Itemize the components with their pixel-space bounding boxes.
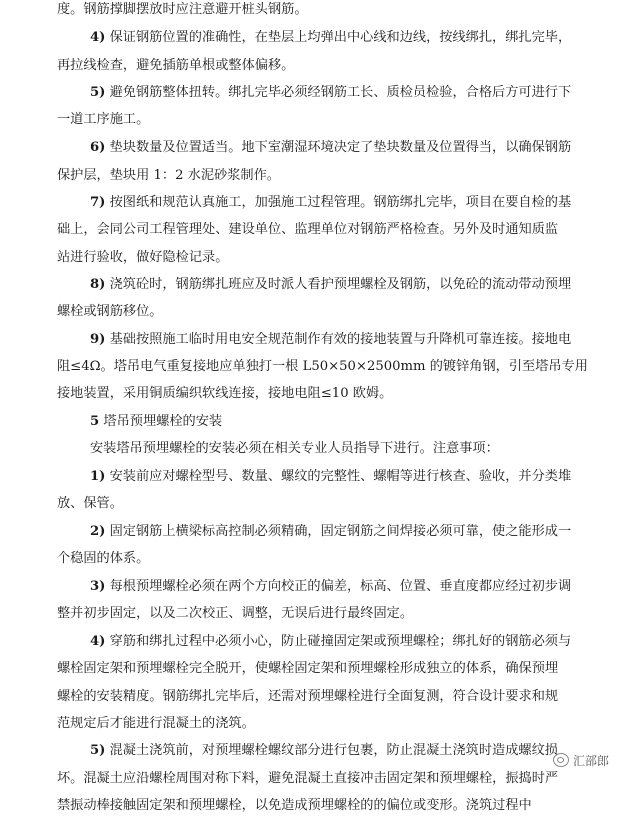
- paragraph-line: 安装塔吊预埋螺栓的安装必须在相关专业人员指导下进行。注意事项：: [90, 441, 499, 456]
- paragraph-line: 4) 穿筋和绑扎过程中必须小心，防止碰撞固定架或预埋螺栓；绑扎好的钢筋必须与: [90, 634, 572, 649]
- watermark-text: 汇部郎: [572, 753, 609, 768]
- paragraph-line: 整并初步固定，以及二次校正、调整，无误后进行最终固定。: [57, 606, 414, 621]
- paragraph-line: 范规定后才能进行混凝土的浇筑。: [57, 716, 255, 731]
- paragraph-line: 一道工序施工。: [57, 112, 150, 127]
- paragraph-line: 接地装置，采用铜质编织软线连接，接地电阻≤10 欧姆。: [57, 386, 393, 401]
- paragraph-line: 础上，会同公司工程管理处、建设单位、监理单位对钢筋严格检查。另外及时通知质监: [57, 222, 559, 237]
- paragraph-line: 坏。混凝土应沿螺栓周围对称下料，避免混凝土直接冲击固定架和预埋螺栓，振捣时严: [57, 771, 559, 786]
- watermark: [553, 748, 609, 772]
- paragraph-line: 再拉线检查，避免插筋单根或整体偏移。: [57, 58, 295, 73]
- paragraph-line: 个稳固的体系。: [57, 551, 150, 566]
- paragraph-line: 4) 保证钢筋位置的准确性，在垫层上均弹出中心线和边线，按线绑扎，绑扎完毕，: [90, 30, 572, 45]
- paragraph-line: 5) 混凝土浇筑前，对预埋螺栓螺纹部分进行包裹，防止混凝土浇筑时造成螺纹损: [90, 743, 558, 758]
- paragraph-line: 放、保管。: [57, 496, 123, 511]
- paragraph-line: 3) 每根预埋螺栓必须在两个方向校正的偏差，标高、位置、垂直度都应经过初步调: [90, 579, 572, 594]
- paragraph-line: 阻≤4Ω。塔吊电气重复接地应单独打一根 L50×50×2500mm 的镀锌角钢，引至塔吊专用: [57, 359, 588, 374]
- paragraph-line: 5) 避免钢筋整体扭转。绑扎完毕必须经钢筋工长、质检员检验，合格后方可进行下: [90, 85, 572, 100]
- paragraph-line: 禁振动棒接触固定架和预埋螺栓，以免造成预埋螺栓的的偏位或变形。浇筑过程中: [57, 798, 532, 813]
- paragraph-line: 度。钢筋撑脚摆放时应注意避开桩头钢筋。: [57, 2, 308, 17]
- paragraph-line: 螺栓固定架和预埋螺栓完全脱开，使螺栓固定架和预埋螺栓形成独立的体系，确保预埋: [57, 661, 559, 676]
- paragraph-line: 螺栓或钢筋移位。: [57, 304, 163, 319]
- wechat-icon: [553, 753, 569, 767]
- paragraph-line: 6) 垫块数量及位置适当。地下室潮湿环境决定了垫块数量及位置得当，以确保钢筋: [90, 140, 572, 155]
- paragraph-line: 2) 固定钢筋上横梁标高控制必须精确，固定钢筋之间焊接必须可靠，使之能形成一: [90, 524, 572, 539]
- paragraph-line: 螺栓的安装精度。钢筋绑扎完毕后，还需对预埋螺栓进行全面复测，符合设计要求和规: [57, 689, 559, 704]
- section-heading: 5 塔吊预埋螺栓的安装: [90, 414, 223, 429]
- paragraph-line: 站进行验收，做好隐检记录。: [57, 250, 229, 265]
- paragraph-line: 保护层，垫块用 1：2 水泥砂浆制作。: [57, 168, 280, 183]
- paragraph-line: 7) 按图纸和规范认真施工，加强施工过程管理。钢筋绑扎完毕，项目在要自检的基: [90, 195, 572, 210]
- paragraph-line: 8) 浇筑砼时，钢筋绑扎班应及时派人看护预埋螺栓及钢筋，以免砼的流动带动预埋: [90, 277, 572, 292]
- paragraph-line: 1) 安装前应对螺栓型号、数量、螺纹的完整性、螺帽等进行核查、验收，并分类堆: [90, 469, 572, 484]
- paragraph-line: 9) 基础按照施工临时用电安全规范制作有效的接地装置与升降机可靠连接。接地电: [90, 332, 572, 347]
